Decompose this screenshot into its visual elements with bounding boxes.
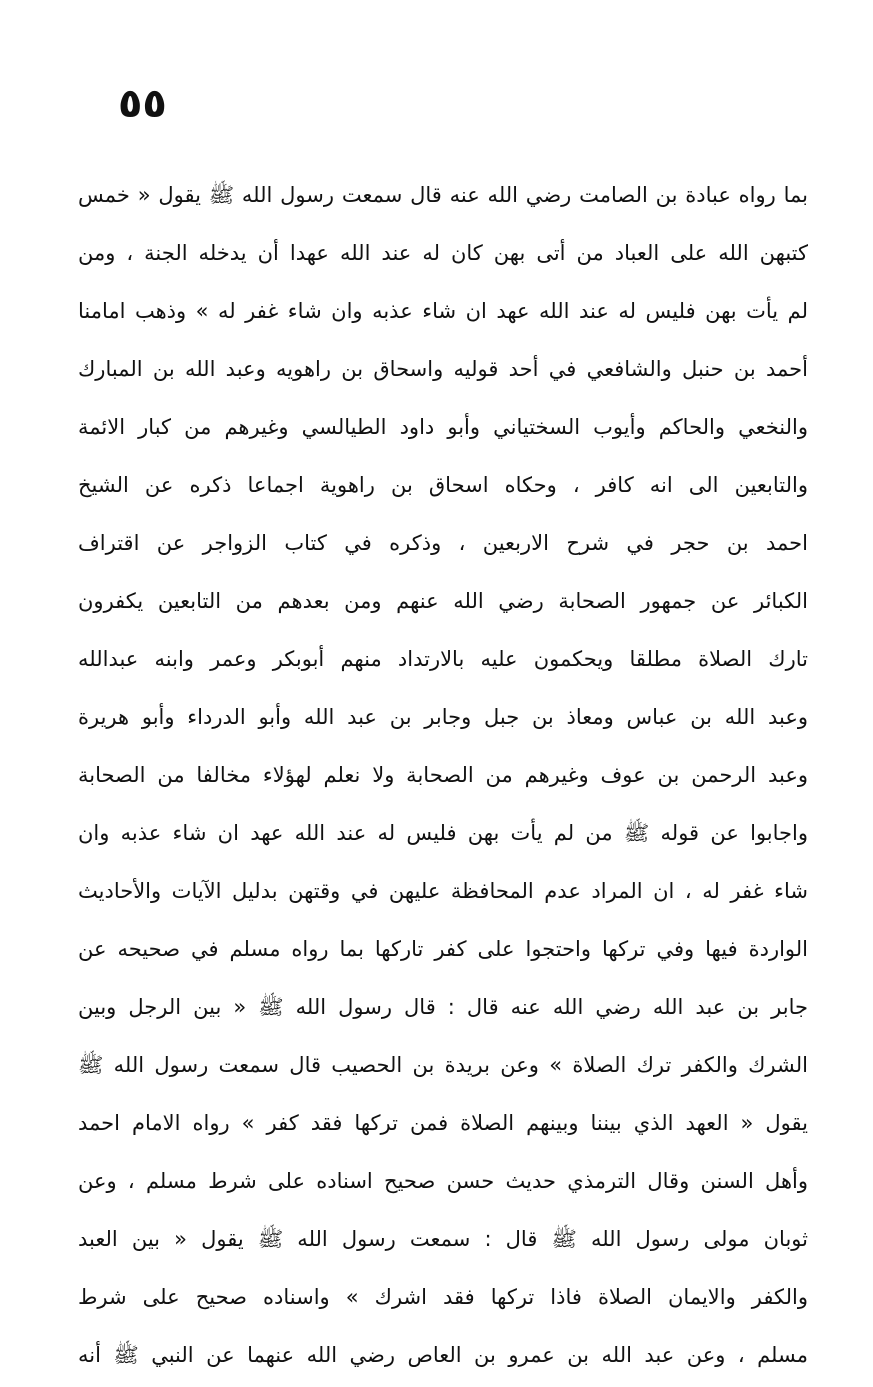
text-line-2: كتبهن الله على العباد من أتى بهن كان له عند الله عهدا أن يدخله الجنة ، ومن [78,241,808,265]
text-line-16: الشرك والكفر ترك الصلاة » وعن بريدة بن الحصيب قال سمعت رسول الله ﷺ [78,1053,808,1077]
text-line-15: جابر بن عبد الله رضي الله عنه قال : قال رسول الله ﷺ « بين الرجل وبين [78,995,808,1019]
text-line-8: الكبائر عن جمهور الصحابة رضي الله عنهم ومن بعدهم من التابعين يكفرون [78,589,808,613]
text-line-1: بما رواه عبادة بن الصامت رضي الله عنه قال سمعت رسول الله ﷺ يقول « خمس [78,183,808,207]
text-line-11: وعبد الرحمن بن عوف وغيرهم من الصحابة ولا نعلم لهؤلاء مخالفا من الصحابة [78,763,808,787]
text-line-17: يقول « العهد الذي بيننا وبينهم الصلاة فمن تركها فقد كفر » رواه الامام احمد [78,1111,808,1135]
text-line-10: وعبد الله بن عباس ومعاذ بن جبل وجابر بن عبد الله وأبو الدرداء وأبو هريرة [78,705,808,729]
text-line-21: مسلم ، وعن عبد الله بن عمرو بن العاص رضي الله عنهما عن النبي ﷺ أنه [78,1343,808,1367]
text-line-5: والنخعي والحاكم وأيوب السختياني وأبو داود الطيالسي وغيرهم من كبار الائمة [78,415,808,439]
page-number: ٥٥ [118,81,167,127]
text-line-20: والكفر والايمان الصلاة فاذا تركها فقد اشرك » واسناده صحيح على شرط [78,1285,808,1309]
body-text [78,166,808,1384]
text-line-3: لم يأت بهن فليس له عند الله عهد ان شاء عذبه وان شاء غفر له » وذهب امامنا [78,299,808,323]
text-line-19: ثوبان مولى رسول الله ﷺ قال : سمعت رسول الله ﷺ يقول « بين العبد [78,1227,808,1251]
text-line-7: احمد بن حجر في شرح الاربعين ، وذكره في كتاب الزواجر عن اقتراف [78,531,808,555]
text-line-4: أحمد بن حنبل والشافعي في أحد قوليه واسحاق بن راهويه وعبد الله بن المبارك [78,357,808,381]
text-line-12: واجابوا عن قوله ﷺ من لم يأت بهن فليس له عند الله عهد ان شاء عذبه وان [78,821,808,845]
text-line-14: الواردة فيها وفي تركها واحتجوا على كفر تاركها بما رواه مسلم في صحيحه عن [78,937,808,961]
text-line-9: تارك الصلاة مطلقا ويحكمون عليه بالارتداد منهم أبوبكر وعمر وابنه عبدالله [78,647,808,671]
text-line-6: والتابعين الى انه كافر ، وحكاه اسحاق بن راهوية اجماعا ذكره عن الشيخ [78,473,808,497]
text-line-13: شاء غفر له ، ان المراد عدم المحافظة عليهن في وقتهن بدليل الآيات والأحاديث [78,879,808,903]
text-line-18: وأهل السنن وقال الترمذي حديث حسن صحيح اسناده على شرط مسلم ، وعن [78,1169,808,1193]
